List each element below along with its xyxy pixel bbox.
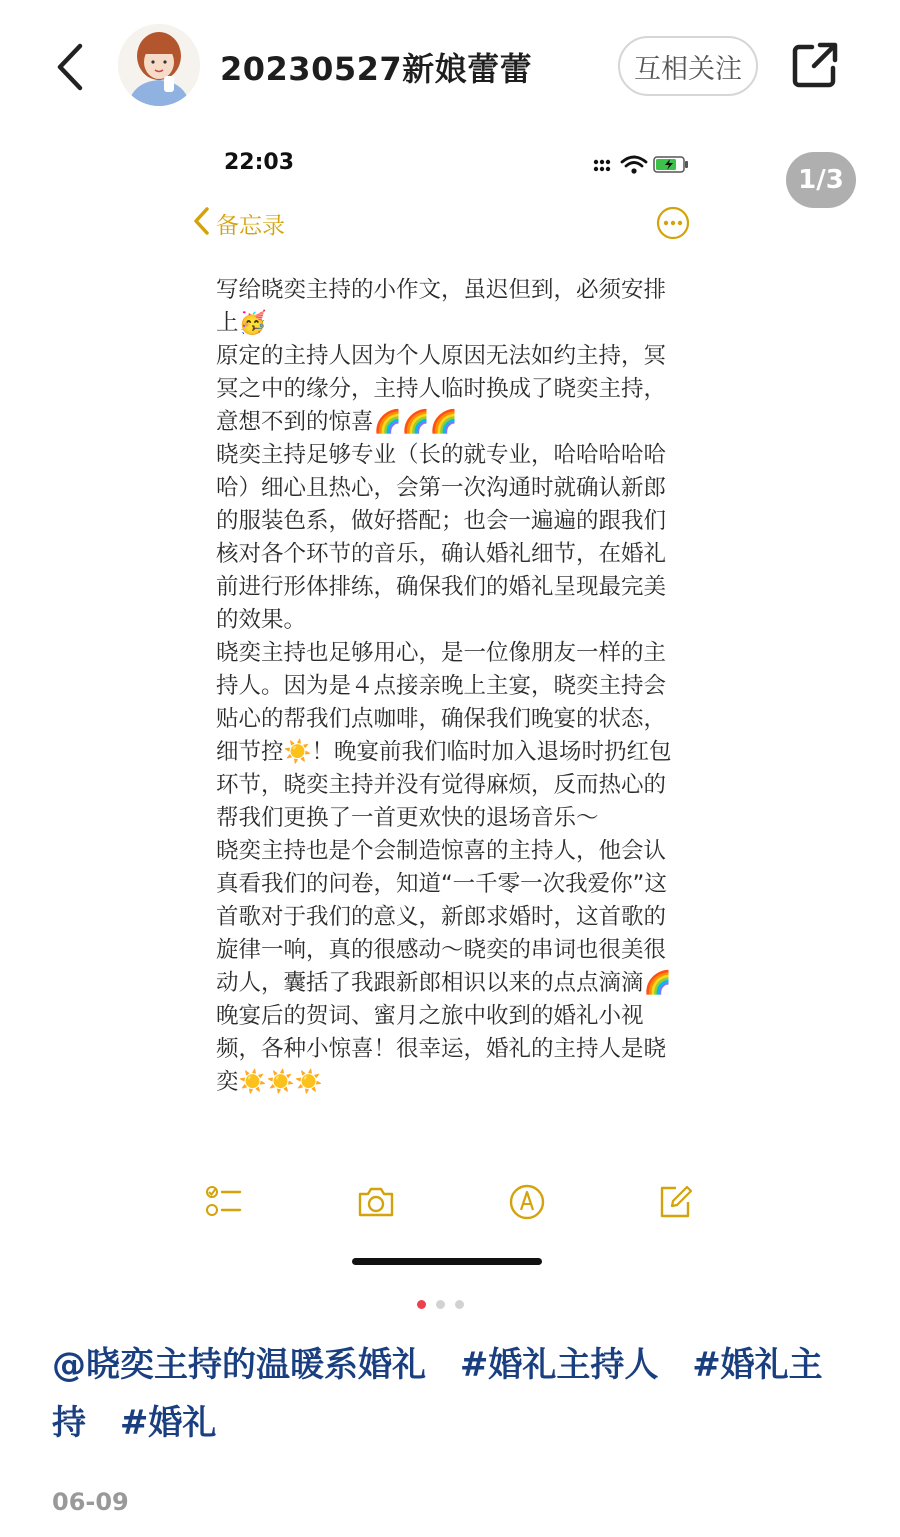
notes-back-label: 备忘录 bbox=[216, 212, 285, 239]
carousel-dot-active[interactable] bbox=[417, 1300, 426, 1309]
post-caption bbox=[52, 1336, 852, 1452]
chevron-left-icon[interactable] bbox=[50, 40, 94, 94]
wifi-icon bbox=[622, 157, 646, 174]
hashtag-link[interactable]: #婚礼 bbox=[119, 1403, 217, 1443]
page-counter: 1/3 bbox=[786, 152, 856, 208]
post-date: 06-09 bbox=[52, 1488, 129, 1516]
carousel-dot[interactable] bbox=[455, 1300, 464, 1309]
camera-icon bbox=[356, 1182, 396, 1222]
status-bar-icons bbox=[592, 152, 692, 176]
hashtag-link[interactable]: #婚礼主持 bbox=[52, 1345, 823, 1443]
note-paragraph: 晓奕主持足够专业（长的就专业，哈哈哈哈哈哈）细心且热心，会第一次沟通时就确认新郎的服装色系，做好搭配；也会一遍遍的跟我们核对各个环节的音乐，确认婚礼细节，在婚礼前进行形体排练，确保我们的婚礼呈现最完美的效果。 bbox=[216, 442, 667, 633]
markup-pen-icon bbox=[507, 1182, 547, 1222]
checklist-icon bbox=[204, 1182, 244, 1222]
signal-icon bbox=[594, 160, 610, 171]
note-paragraph: 原定的主持人因为个人原因无法如约主持，冥冥之中的缘分，主持人临时换成了晓奕主持，意想不到的惊喜🌈🌈🌈 bbox=[216, 343, 667, 435]
mention-link[interactable]: @晓奕主持的温暖系婚礼 bbox=[52, 1345, 426, 1385]
share-external-icon[interactable] bbox=[790, 40, 840, 90]
note-paragraph: 晓奕主持也足够用心，是一位像朋友一样的主持人。因为是４点接亲晚上主宴，晓奕主持会贴心的帮我们点咖啡，确保我们晚宴的状态，细节控☀️！晚宴前我们临时加入退场时扔红包环节，晓奕主持并没有觉得麻烦，反而热心的帮我们更换了一首更欢快的退场音乐～ bbox=[216, 640, 672, 831]
note-toolbar bbox=[0, 1182, 900, 1226]
top-bar bbox=[0, 0, 900, 130]
home-indicator bbox=[352, 1258, 542, 1265]
username[interactable]: 20230527新娘蕾蕾 bbox=[220, 50, 533, 88]
note-paragraph: 晓奕主持也是个会制造惊喜的主持人，他会认真看我们的问卷，知道“一千零一次我爱你”这首歌对于我们的意义，新郎求婚时，这首歌的旋律一响，真的很感动～晓奕的串词也很美很动人，囊括了我跟新郎相识以来的点点滴滴🌈晚宴后的贺词、蜜月之旅中收到的婚礼小视频，各种小惊喜！很幸运，婚礼的主持人是晓奕☀️☀️☀️ bbox=[216, 838, 672, 1095]
carousel-dot[interactable] bbox=[436, 1300, 445, 1309]
chevron-left-icon bbox=[192, 206, 210, 240]
carousel-indicator bbox=[417, 1300, 464, 1309]
note-paragraph: 写给晓奕主持的小作文，虽迟但到，必须安排上🥳 bbox=[216, 277, 667, 336]
status-time: 22:03 bbox=[224, 150, 295, 175]
hashtag-link[interactable]: #婚礼主持人 bbox=[459, 1345, 659, 1385]
post-image[interactable] bbox=[0, 130, 900, 1285]
compose-icon bbox=[656, 1182, 696, 1222]
battery-icon bbox=[654, 157, 688, 172]
avatar[interactable] bbox=[118, 24, 200, 106]
follow-button[interactable]: 互相关注 bbox=[618, 36, 758, 96]
note-body bbox=[216, 274, 686, 1099]
more-options-icon bbox=[656, 206, 690, 240]
notes-back-button bbox=[192, 206, 285, 240]
